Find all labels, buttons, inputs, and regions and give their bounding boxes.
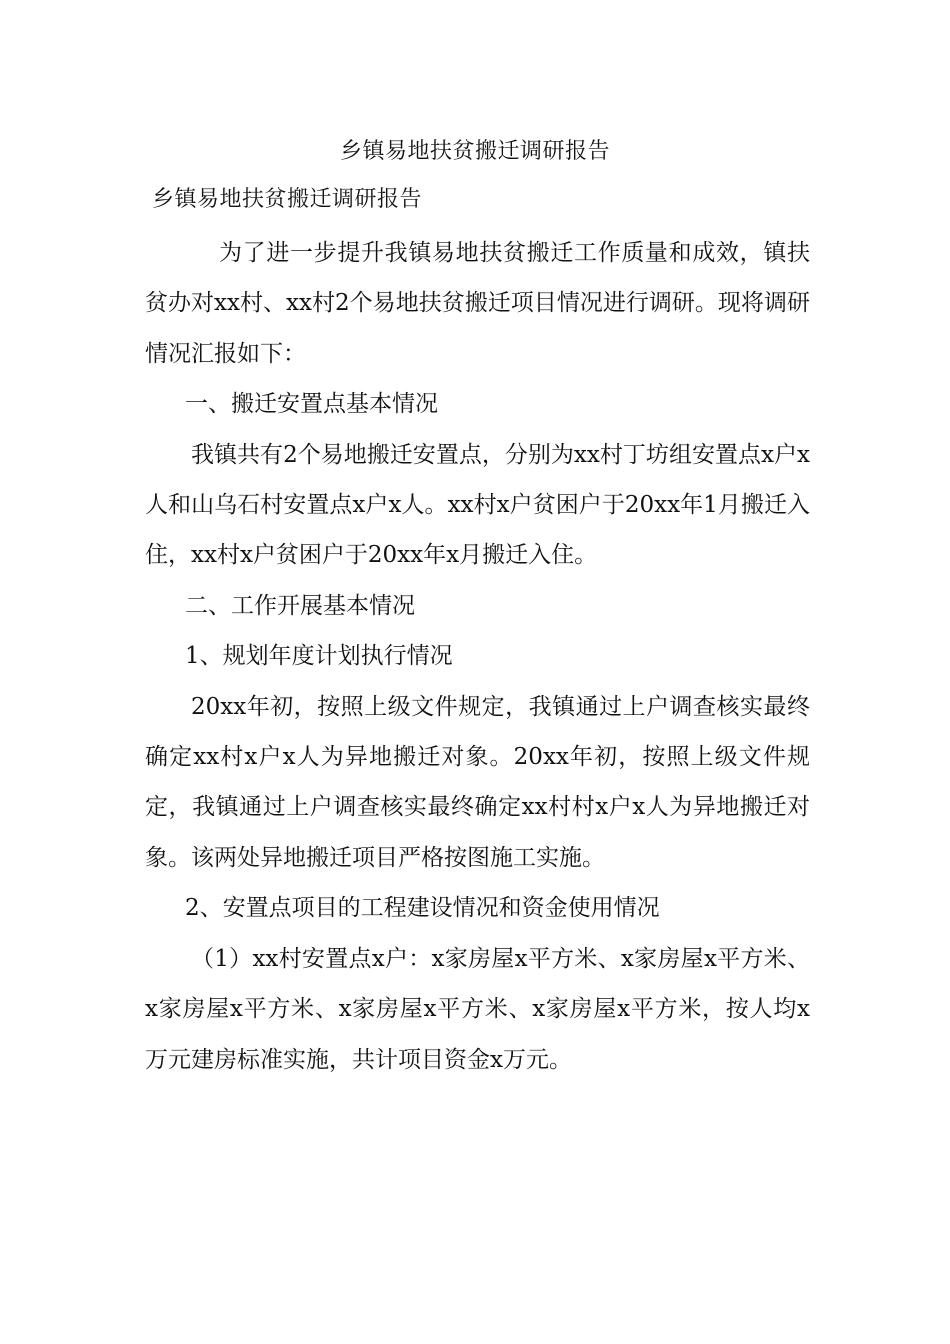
paragraph-funding: （1）xx村安置点x户：x家房屋x平方米、x家房屋x平方米、x家房屋x平方米、x家房屋x平方米、x家房屋x平方米，按人均x万元建房标准实施，共计项目资金x万元。 bbox=[145, 945, 810, 1073]
subsection-heading-2: 2、安置点项目的工程建设情况和资金使用情况 bbox=[185, 895, 660, 922]
paragraph-sites: 我镇共有2个易地搬迁安置点，分别为xx村丁坊组安置点x户x人和山乌石村安置点x户x人。xx村x户贫困户于20xx年1月搬迁入住，xx村x户贫困户于20xx年x月搬迁入住。 bbox=[145, 441, 810, 569]
section-heading-1: 一、搬迁安置点基本情况 bbox=[185, 391, 438, 418]
document-subtitle: 乡镇易地扶贫搬迁调研报告 bbox=[152, 187, 423, 212]
document-body bbox=[145, 228, 810, 1085]
paragraph-plan: 20xx年初，按照上级文件规定，我镇通过上户调查核实最终确定xx村x户x人为异地搬迁对象。20xx年初，按照上级文件规定，我镇通过上户调查核实最终确定xx村村x户x人为异地搬迁对象。该两处异地搬迁项目严格按图施工实施。 bbox=[145, 693, 810, 871]
subsection-heading-1: 1、规划年度计划执行情况 bbox=[185, 643, 453, 670]
document-title: 乡镇易地扶贫搬迁调研报告 bbox=[339, 139, 610, 164]
section-heading-2: 二、工作开展基本情况 bbox=[185, 592, 415, 619]
paragraph-intro: 为了进一步提升我镇易地扶贫搬迁工作质量和成效，镇扶贫办对xx村、xx村2个易地扶贫搬迁项目情况进行调研。现将调研情况汇报如下： bbox=[145, 240, 810, 367]
